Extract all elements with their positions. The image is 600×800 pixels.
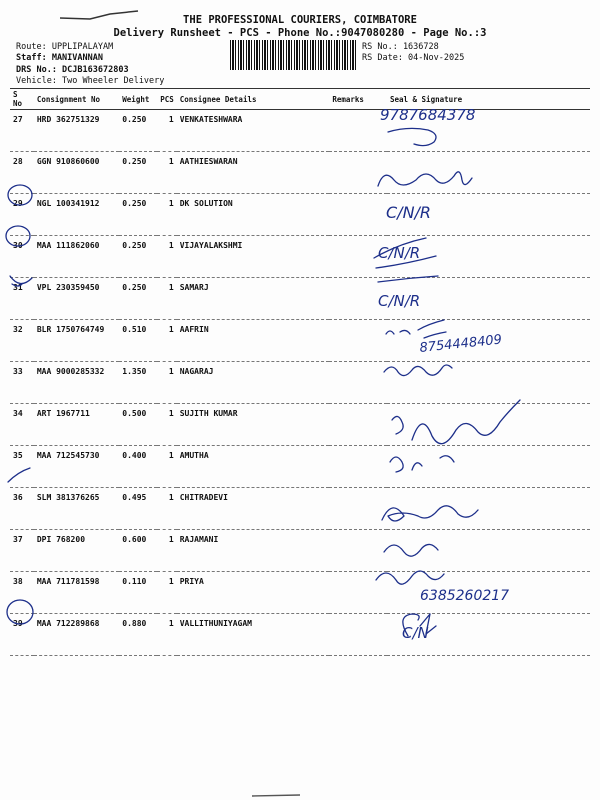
row-consignment-no: HRD 362751329 bbox=[34, 110, 119, 152]
row-weight: 0.110 bbox=[119, 572, 157, 614]
row-weight: 1.350 bbox=[119, 362, 157, 404]
row-sno: 30 bbox=[10, 236, 34, 278]
row-sno: 34 bbox=[10, 404, 34, 446]
row-pcs: 1 bbox=[157, 404, 177, 446]
row-consignee: RAJAMANI bbox=[177, 530, 330, 572]
row-sno: 39 bbox=[10, 614, 34, 656]
handwritten-cnr-31: C/N/R bbox=[378, 292, 421, 310]
row-sno: 28 bbox=[10, 152, 34, 194]
row-pcs: 1 bbox=[157, 530, 177, 572]
row-pcs: 1 bbox=[157, 572, 177, 614]
col-consignee: Consignee Details bbox=[177, 89, 330, 110]
row-sno: 35 bbox=[10, 446, 34, 488]
row-consignee: AATHIESWARAN bbox=[177, 152, 330, 194]
row-consignee: VALLITHUNIYAGAM bbox=[177, 614, 330, 656]
row-weight: 0.880 bbox=[119, 614, 157, 656]
row-sno: 36 bbox=[10, 488, 34, 530]
row-pcs: 1 bbox=[157, 278, 177, 320]
row-weight: 0.600 bbox=[119, 530, 157, 572]
row-consignment-no: NGL 100341912 bbox=[34, 194, 119, 236]
drs-number: DRS No.: DCJB163672803 bbox=[16, 65, 129, 75]
row-pcs: 1 bbox=[157, 446, 177, 488]
row-sno: 38 bbox=[10, 572, 34, 614]
staff: Staff: MANIVANNAN bbox=[16, 53, 103, 63]
row-consignment-no: MAA 712545730 bbox=[34, 446, 119, 488]
row-weight: 0.250 bbox=[119, 194, 157, 236]
row-weight: 0.400 bbox=[119, 446, 157, 488]
rs-number: RS No.: 1636728 bbox=[362, 42, 439, 52]
handwritten-cnr-30: C/N/R bbox=[378, 244, 421, 262]
company-title: THE PROFESSIONAL COURIERS, COIMBATORE bbox=[183, 14, 417, 26]
row-consignee: VIJAYALAKSHMI bbox=[177, 236, 330, 278]
row-sno: 27 bbox=[10, 110, 34, 152]
row-pcs: 1 bbox=[157, 362, 177, 404]
row-consignment-no: MAA 711781598 bbox=[34, 572, 119, 614]
row-consignment-no: VPL 230359450 bbox=[34, 278, 119, 320]
runsheet-subtitle: Delivery Runsheet - PCS - Phone No.:9047080280 - Page No.:3 bbox=[113, 27, 487, 39]
row-consignment-no: BLR 1750764749 bbox=[34, 320, 119, 362]
row-weight: 0.250 bbox=[119, 278, 157, 320]
row-consignee: DK SOLUTION bbox=[177, 194, 330, 236]
row-consignment-no: DPI 768200 bbox=[34, 530, 119, 572]
col-sno: S No bbox=[10, 89, 34, 110]
row-consignee: CHITRADEVI bbox=[177, 488, 330, 530]
row-consignee: SAMARJ bbox=[177, 278, 330, 320]
row-consignment-no: SLM 381376265 bbox=[34, 488, 119, 530]
row-consignee: SUJITH KUMAR bbox=[177, 404, 330, 446]
handwritten-cnr-29: C/N/R bbox=[386, 203, 432, 222]
row-sno: 33 bbox=[10, 362, 34, 404]
row-sno: 29 bbox=[10, 194, 34, 236]
row-consignee: PRIYA bbox=[177, 572, 330, 614]
col-consignment: Consignment No bbox=[34, 89, 119, 110]
row-sno: 32 bbox=[10, 320, 34, 362]
col-remarks: Remarks bbox=[329, 89, 387, 110]
route: Route: UPPLIPALAYAM bbox=[16, 42, 114, 52]
row-sno: 37 bbox=[10, 530, 34, 572]
col-pcs: PCS bbox=[157, 89, 177, 110]
rs-date: RS Date: 04-Nov-2025 bbox=[362, 53, 465, 63]
row-pcs: 1 bbox=[157, 152, 177, 194]
row-consignment-no: MAA 9000285332 bbox=[34, 362, 119, 404]
row-pcs: 1 bbox=[157, 488, 177, 530]
row-sno: 31 bbox=[10, 278, 34, 320]
vehicle: Vehicle: Two Wheeler Delivery bbox=[16, 76, 165, 86]
row-consignee: AAFRIN bbox=[177, 320, 330, 362]
row-consignment-no: ART 1967711 bbox=[34, 404, 119, 446]
handwritten-phone-27: 9787684378 bbox=[380, 106, 476, 124]
row-weight: 0.500 bbox=[119, 404, 157, 446]
row-consignment-no: MAA 111862060 bbox=[34, 236, 119, 278]
col-seal: Seal & Signature bbox=[387, 89, 590, 110]
row-pcs: 1 bbox=[157, 320, 177, 362]
row-weight: 0.250 bbox=[119, 236, 157, 278]
handwritten-phone-38: 6385260217 bbox=[420, 588, 510, 604]
row-consignment-no: MAA 712289868 bbox=[34, 614, 119, 656]
row-pcs: 1 bbox=[157, 194, 177, 236]
bottom-mark bbox=[252, 792, 302, 798]
row-weight: 0.250 bbox=[119, 152, 157, 194]
row-consignee: AMUTHA bbox=[177, 446, 330, 488]
row-weight: 0.250 bbox=[119, 110, 157, 152]
row-pcs: 1 bbox=[157, 110, 177, 152]
row-consignment-no: GGN 910860600 bbox=[34, 152, 119, 194]
row-consignee: NAGARAJ bbox=[177, 362, 330, 404]
row-consignee: VENKATESHWARA bbox=[177, 110, 330, 152]
row-weight: 0.510 bbox=[119, 320, 157, 362]
row-pcs: 1 bbox=[157, 236, 177, 278]
row-weight: 0.495 bbox=[119, 488, 157, 530]
handwritten-cn-39: C/N bbox=[402, 624, 429, 642]
row-pcs: 1 bbox=[157, 614, 177, 656]
handwritten-phone-32: 8754448409 bbox=[418, 332, 503, 356]
col-weight: Weight bbox=[119, 89, 157, 110]
